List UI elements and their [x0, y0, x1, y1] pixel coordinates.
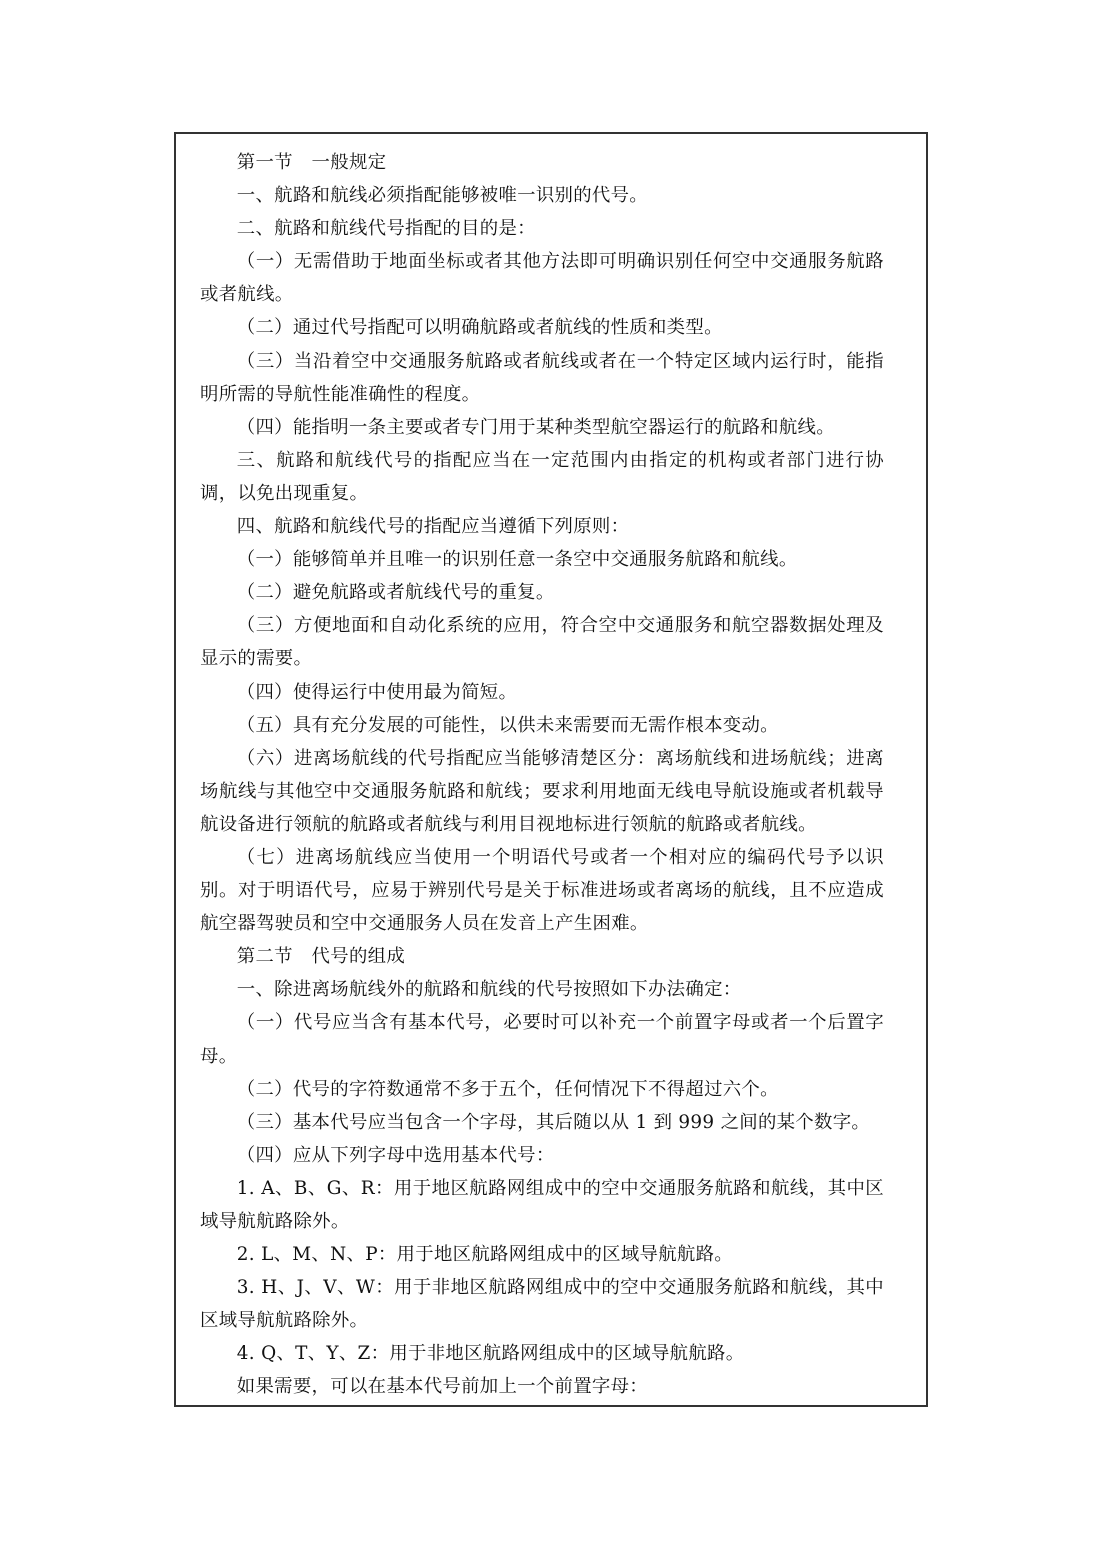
paragraph: （一）无需借助于地面坐标或者其他方法即可明确识别任何空中交通服务航路或者航线。	[200, 251, 884, 306]
paragraph: （六）进离场航线的代号指配应当能够清楚区分：离场航线和进场航线；进离场航线与其他空中交通服务航路和航线；要求利用地面无线电导航设施或者机载导航设备进行领航的航路或者航线与利用目视地标进行领航的航路或者航线。	[200, 747, 884, 835]
paragraph: 三、航路和航线代号的指配应当在一定范围内由指定的机构或者部门进行协调，以免出现重复。	[200, 449, 884, 504]
paragraph: （一）能够简单并且唯一的识别任意一条空中交通服务航路和航线。	[236, 549, 798, 571]
paragraph: 四、航路和航线代号的指配应当遵循下列原则：	[236, 516, 630, 538]
paragraph: 4. Q、T、Y、Z：用于非地区航路网组成中的区域导航航路。	[236, 1343, 745, 1365]
paragraph: （四）能指明一条主要或者专门用于某种类型航空器运行的航路和航线。	[236, 416, 835, 438]
paragraph: （五）具有充分发展的可能性，以供未来需要而无需作根本变动。	[236, 714, 779, 736]
paragraph: 二、航路和航线代号指配的目的是：	[236, 218, 536, 240]
section-heading: 第一节 一般规定	[236, 152, 387, 173]
paragraph: （二）代号的字符数通常不多于五个，任何情况下不得超过六个。	[236, 1078, 779, 1100]
paragraph: （二）通过代号指配可以明确航路或者航线的性质和类型。	[236, 317, 723, 339]
paragraph: 如果需要，可以在基本代号前加上一个前置字母：	[236, 1376, 648, 1398]
paragraph: （一）代号应当含有基本代号，必要时可以补充一个前置字母或者一个后置字母。	[200, 1012, 884, 1067]
paragraph: 一、航路和航线必须指配能够被唯一识别的代号。	[236, 185, 648, 207]
section-heading: 第二节 代号的组成	[236, 946, 406, 968]
text-body	[200, 146, 884, 1404]
paragraph: （七）进离场航线应当使用一个明语代号或者一个相对应的编码代号予以识别。对于明语代号，应易于辨别代号是关于标准进场或者离场的航线，且不应造成航空器驾驶员和空中交通服务人员在发音上产生困难。	[200, 846, 884, 935]
paragraph: （二）避免航路或者航线代号的重复。	[236, 582, 555, 604]
paragraph: 3. H、J、V、W：用于非地区航路网组成中的空中交通服务航路和航线，其中区域导航航路除外。	[200, 1277, 884, 1332]
paragraph: 1. A、B、G、R：用于地区航路网组成中的空中交通服务航路和航线，其中区域导航航路除外。	[200, 1177, 884, 1232]
paragraph: 一、除进离场航线外的航路和航线的代号按照如下办法确定：	[236, 979, 742, 1001]
bordered-text-box	[174, 132, 928, 1407]
paragraph: （四）使得运行中使用最为简短。	[236, 681, 518, 703]
paragraph: （三）方便地面和自动化系统的应用，符合空中交通服务和航空器数据处理及显示的需要。	[200, 615, 884, 670]
paragraph: （三）基本代号应当包含一个字母，其后随以从 1 到 999 之间的某个数字。	[236, 1111, 871, 1133]
paragraph: 2. L、M、N、P：用于地区航路网组成中的区域导航航路。	[236, 1244, 733, 1266]
paragraph: （四）应从下列字母中选用基本代号：	[236, 1144, 555, 1166]
paragraph: （三）当沿着空中交通服务航路或者航线或者在一个特定区域内运行时，能指明所需的导航性能准确性的程度。	[200, 350, 884, 405]
